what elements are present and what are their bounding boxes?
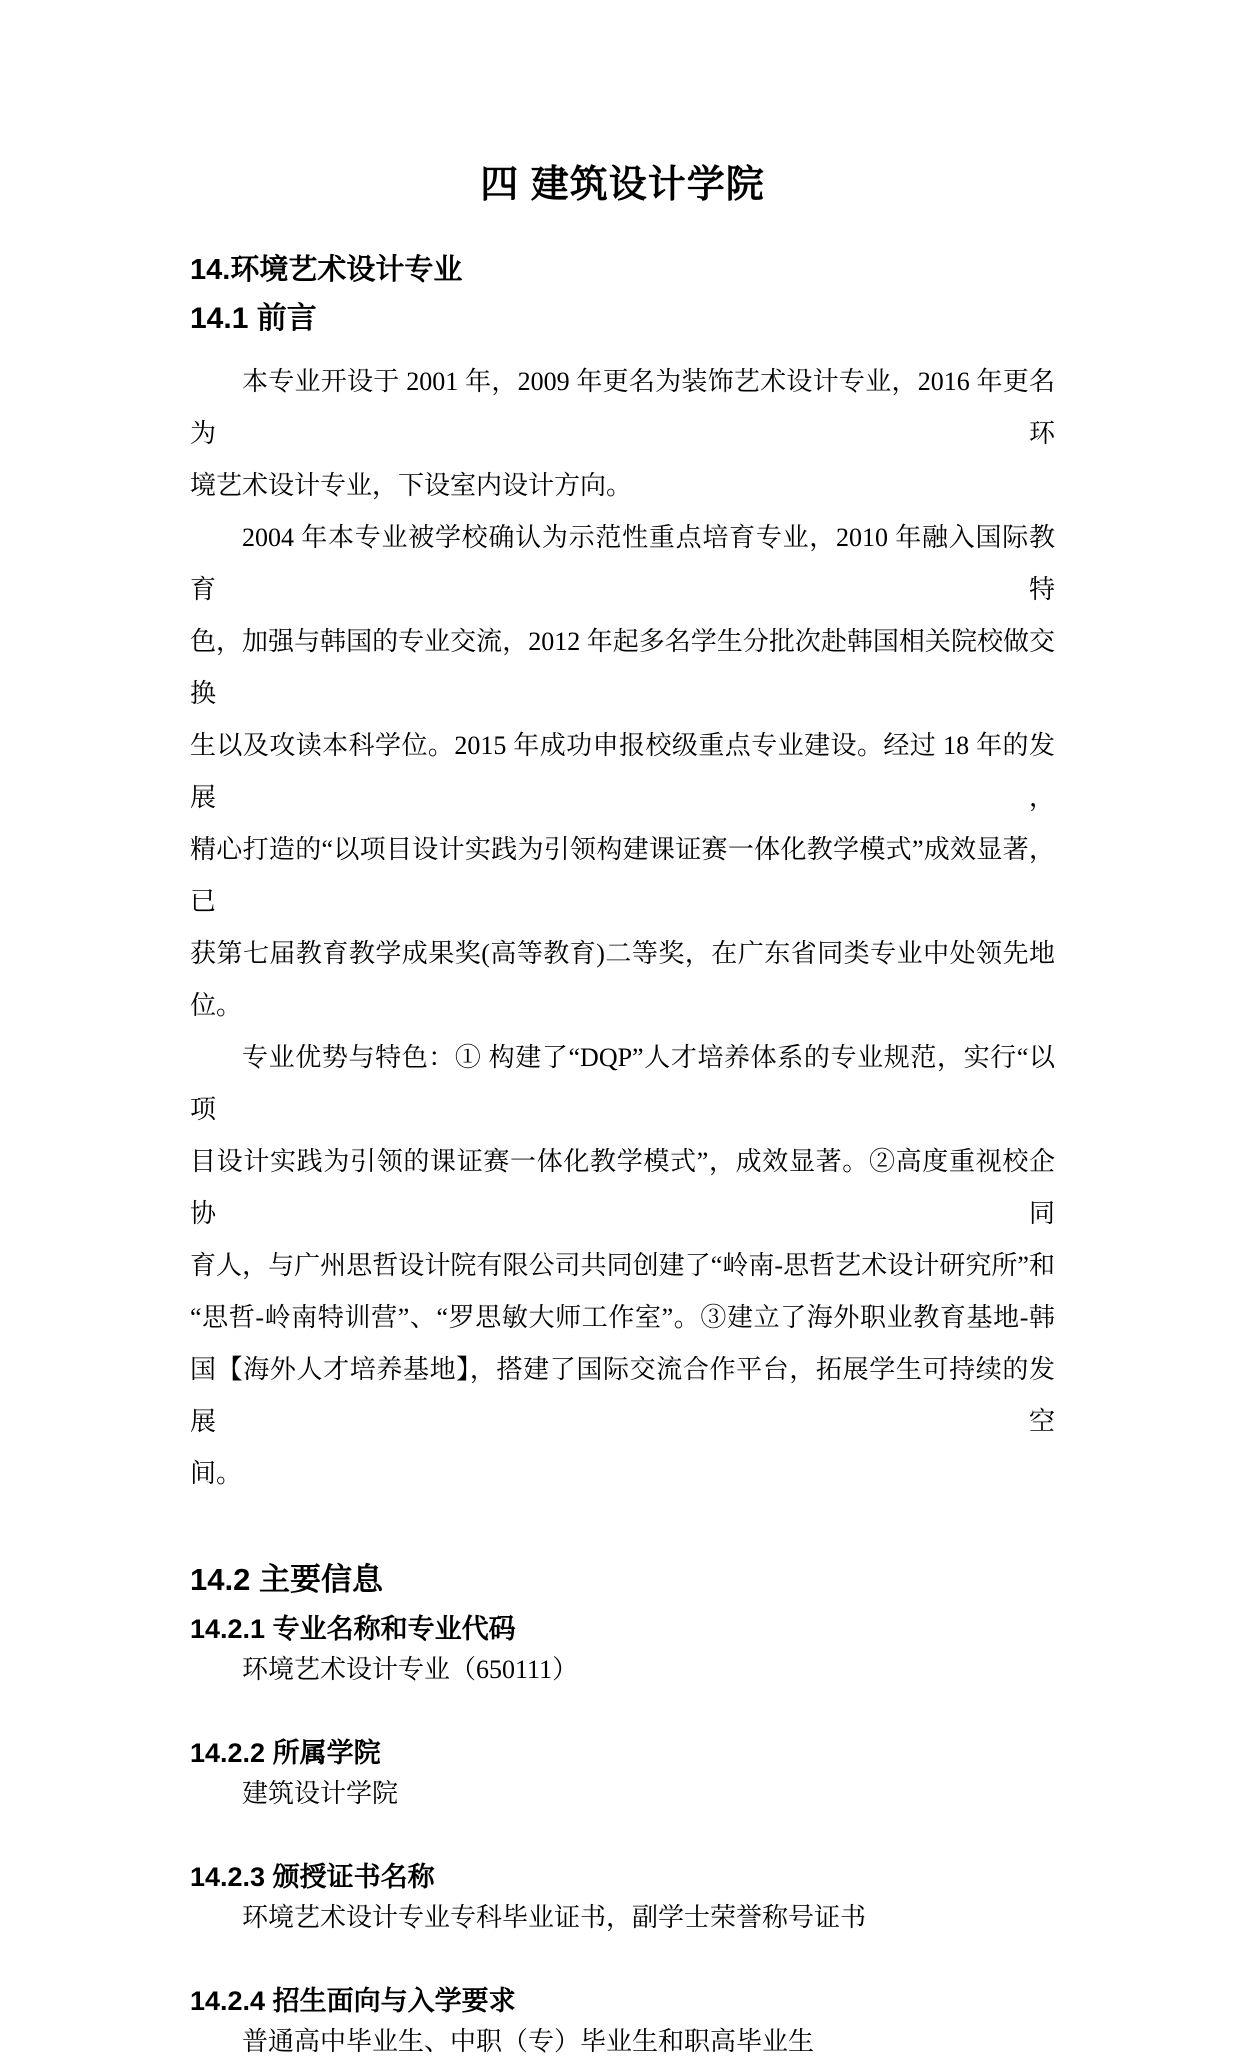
text-line: 间。: [190, 1459, 243, 1488]
subsection-body: 环境艺术设计专业专科毕业证书，副学士荣誉称号证书: [242, 1903, 867, 1932]
text-line: “思哲-岭南特训营”、“罗思敏大师工作室”。③建立了海外职业教育基地-韩: [190, 1303, 1055, 1332]
subsection-14-2-2: [190, 1734, 1055, 1816]
subsection-heading: 14.2.4 招生面向与入学要求: [190, 1986, 516, 2016]
subsection-14-2-4: [190, 1982, 1055, 2064]
text-line: 目设计实践为引领的课证赛一体化教学模式”，成效显著。②高度重视校企协同: [190, 1147, 1055, 1228]
section-heading-14-1: 14.1 前言: [190, 302, 317, 335]
text-line: 国【海外人才培养基地】，搭建了国际交流合作平台，拓展学生可持续的发展空: [190, 1355, 1055, 1436]
text-line: 色，加强与韩国的专业交流，2012 年起多名学生分批次赴韩国相关院校做交换: [190, 627, 1055, 708]
subsection-14-2-3: [190, 1858, 1055, 1940]
subsection-14-2-1: [190, 1610, 1055, 1692]
text-line: 精心打造的“以项目设计实践为引领构建课证赛一体化教学模式”成效显著，已: [190, 835, 1055, 916]
text-line: 育人，与广州思哲设计院有限公司共同创建了“岭南-思哲艺术设计研究所”和: [190, 1251, 1055, 1280]
text-line: 本专业开设于 2001 年，2009 年更名为装饰艺术设计专业，2016 年更名为环: [190, 367, 1055, 448]
subsection-heading: 14.2.3 颁授证书名称: [190, 1862, 435, 1892]
subsection-heading: 14.2.2 所属学院: [190, 1738, 381, 1768]
subsection-heading: 14.2.1 专业名称和专业代码: [190, 1614, 516, 1644]
text-line: 获第七届教育教学成果奖(高等教育)二等奖，在广东省同类专业中处领先地位。: [190, 939, 1055, 1020]
text-line: 2004 年本专业被学校确认为示范性重点培育专业，2010 年融入国际教育特: [190, 523, 1055, 604]
section-heading-14: 14.环境艺术设计专业: [190, 254, 463, 286]
text-line: 境艺术设计专业，下设室内设计方向。: [190, 471, 633, 500]
paragraph-intro-2: [190, 512, 1055, 1032]
section-heading-14-2: 14.2 主要信息: [190, 1562, 383, 1597]
subsection-body: 环境艺术设计专业（650111）: [242, 1655, 579, 1684]
subsection-body: 建筑设计学院: [242, 1779, 399, 1808]
text-line: 专业优势与特色：① 构建了“DQP”人才培养体系的专业规范，实行“以项: [190, 1043, 1055, 1124]
paragraph-intro-1: [190, 356, 1055, 512]
chapter-title: 四 建筑设计学院: [480, 164, 765, 206]
text-line: 生以及攻读本科学位。2015 年成功申报校级重点专业建设。经过 18 年的发展，: [190, 731, 1055, 812]
paragraph-intro-3: [190, 1032, 1055, 1500]
subsection-body: 普通高中毕业生、中职（专）毕业生和职高毕业生: [242, 2027, 815, 2056]
document-page: [0, 160, 1239, 2056]
